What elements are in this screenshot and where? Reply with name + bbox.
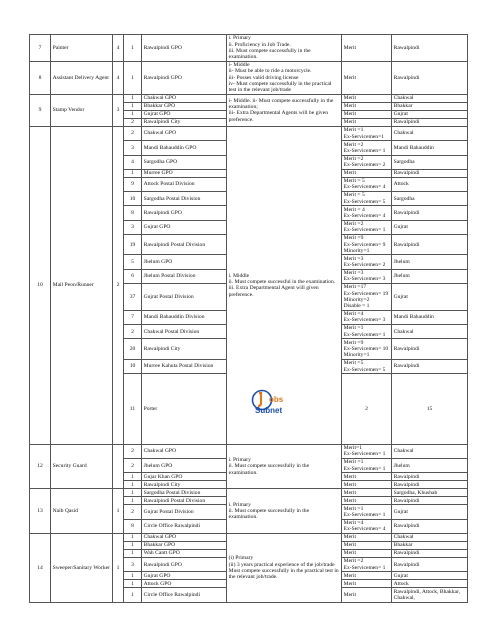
table-cell: 9 — [30, 94, 51, 126]
table-cell: 2 — [124, 325, 142, 339]
table-cell: Rawalpindi — [392, 550, 468, 558]
table-cell: Merit =4 Ex-Servicemen= 4 — [342, 519, 392, 533]
table-cell: 3 — [124, 220, 142, 234]
table-cell: Rawalpindi Postal Division — [142, 497, 227, 505]
table-cell: Gujrat GPO — [142, 110, 227, 118]
table-cell: Merit =2 Ex-Servicemen= 1 — [342, 220, 392, 234]
table-cell: Rawalpindi — [392, 206, 468, 220]
table-cell: 4 — [124, 155, 142, 169]
table-cell: 1 — [124, 169, 142, 177]
table-cell: Assistant Delivery Agent — [51, 61, 113, 94]
table-cell: Gujrat GPO — [142, 220, 227, 234]
table-cell: Jhelum — [392, 255, 468, 269]
table-cell: Merit =1 Ex-Servicemen= 1 — [342, 505, 392, 519]
table-cell: 10 — [30, 126, 51, 444]
table-cell: 10 — [124, 192, 142, 206]
table-cell: Sweeper/Sanitary Worker — [51, 533, 113, 602]
table-cell: Circle Office Rawalpindi — [142, 588, 227, 602]
table-row — [30, 444, 468, 458]
table-row — [30, 126, 468, 140]
table-cell: Chakwal — [392, 126, 468, 140]
table-cell: Rawalpindi — [392, 61, 468, 94]
table-cell: Merit — [342, 542, 392, 550]
table-cell: Jhelum — [392, 269, 468, 283]
table-cell: Rawalpindi — [392, 339, 468, 360]
table-cell: Merit =9 Ex-Servicemen= 10 Minority=1 — [342, 339, 392, 360]
table-cell: Gujrat Postal Division — [142, 505, 227, 519]
watermark-text-top: obs — [269, 395, 284, 404]
table-cell: Merit — [342, 533, 392, 541]
table-cell: 12 — [30, 444, 51, 489]
table-cell: Chakwal GPO — [142, 94, 227, 102]
table-cell: Murree Kahuta Postal Division — [142, 359, 227, 373]
table-cell: Merit =4 Ex-Servicemen= 3 — [342, 310, 392, 324]
table-cell: Merit =2 Ex-Servicemen= 2 — [342, 155, 392, 169]
table-cell: Rawalpindi City — [142, 481, 227, 489]
table-cell: Gujrat — [392, 284, 468, 311]
table-cell: i. Primary ii. Must compete successfully in the examination. — [227, 489, 342, 534]
table-cell: Mandi Bahauddin — [392, 310, 468, 324]
table-cell: Sargodha, Khushab — [392, 489, 468, 497]
table-cell: Merit — [342, 588, 392, 602]
table-cell: Gujrat — [392, 505, 468, 519]
table-cell: Bhakkar — [392, 102, 468, 110]
table-cell: i. Primary ii. Must compete successfully in the examination. — [227, 444, 342, 489]
table-cell: 1 — [124, 588, 142, 602]
table-cell: Merit — [342, 473, 392, 481]
table-cell: Wah Cantt GPO — [142, 550, 227, 558]
table-cell: 10 — [124, 359, 142, 373]
table-cell: Rawalpindi GPO — [142, 61, 227, 94]
table-cell: Bhakkar — [392, 542, 468, 550]
table-cell: Attock — [392, 177, 468, 191]
table-cell: Merit = 5 Ex-Servicemen= 5 — [342, 192, 392, 206]
table-cell: 13 — [30, 489, 51, 534]
vacancy-table — [29, 34, 468, 603]
table-cell: Rawalpindi — [392, 473, 468, 481]
table-cell: Murree GPO — [142, 169, 227, 177]
table-cell: Chakwal — [392, 94, 468, 102]
table-cell: Merit — [342, 580, 392, 588]
table-cell: 20 — [124, 339, 142, 360]
table-cell: 9 — [124, 177, 142, 191]
table-cell: Rawalpindi — [392, 519, 468, 533]
table-cell: Chakwal — [392, 444, 468, 458]
table-cell: Jhelum Postal Division — [142, 269, 227, 283]
table-cell: Chakwal GPO — [142, 444, 227, 458]
table-cell: 1 — [124, 550, 142, 558]
table-cell: 1 — [124, 94, 142, 102]
table-cell: Rawalpindi, Attock, Bhakkar, Chakwal, — [392, 588, 468, 602]
table-row — [30, 35, 468, 62]
table-cell: Naib Qasid — [51, 489, 113, 534]
table-cell: 19 — [124, 234, 142, 255]
table-cell: Rawalpindi — [392, 481, 468, 489]
table-cell: 14 — [30, 533, 51, 602]
table-cell: 5 — [124, 255, 142, 269]
table-cell: Merit — [342, 102, 392, 110]
table-row — [30, 61, 468, 94]
table-cell: 2 — [124, 126, 142, 140]
table-cell: Rawalpindi City — [142, 339, 227, 360]
table-cell: 1 — [124, 497, 142, 505]
table-cell: i- Middle. ii- Must compete successfully in the examination; iii- Extra Departmental Agents will be given preference. — [227, 94, 342, 126]
table-cell: Sargodha Postal Division — [142, 489, 227, 497]
table-cell: 2 — [124, 118, 142, 126]
table-row — [30, 533, 468, 541]
table-cell: Rawalpindi — [392, 359, 468, 373]
table-cell: Merit = 4 Ex-Servicemen= 4 — [342, 206, 392, 220]
table-cell: Merit = 5 Ex-Servicemen= 4 — [342, 177, 392, 191]
table-cell: 8 — [124, 206, 142, 220]
table-cell: 3 — [113, 94, 124, 126]
table-cell: 1 — [113, 489, 124, 534]
table-cell: Rawalpindi City — [142, 118, 227, 126]
table-cell: Merit=1 Ex-Servicemen= 1 — [342, 444, 392, 458]
table-cell: Jhelum — [392, 459, 468, 473]
table-cell: i. Middle ii. Must compete successful in the examination. iii. Extra Departmental Agent will given preference. — [227, 126, 342, 444]
table-cell: Gujar Khan GPO — [142, 473, 227, 481]
table-cell: 2 — [124, 444, 142, 458]
table-cell: Merit — [342, 35, 392, 62]
table-cell: 2 — [342, 374, 392, 445]
table-cell: 3 — [124, 141, 142, 155]
table-cell: Jhelum GPO — [142, 255, 227, 269]
table-cell: Merit — [342, 572, 392, 580]
table-cell: Rawalpindi — [392, 234, 468, 255]
table-cell: Sargodha — [392, 192, 468, 206]
table-cell: Merit =9 Ex-Servicemen= 9 Minority=1 — [342, 234, 392, 255]
table-cell: 3 — [124, 558, 142, 572]
table-cell: 7 — [30, 35, 51, 62]
table-row — [30, 489, 468, 497]
table-cell: Sargodha Postal Division — [142, 192, 227, 206]
table-cell: Rawalpindi — [392, 558, 468, 572]
table-cell: Rawalpindi GPO — [142, 206, 227, 220]
table-cell: 37 — [124, 284, 142, 311]
table-cell: 11 — [124, 374, 142, 445]
table-cell: 2 — [124, 505, 142, 519]
table-cell: Bhakkar GPO — [142, 542, 227, 550]
table-cell: Mandi Bahauddin — [392, 141, 468, 155]
table-cell — [113, 444, 124, 489]
table-cell: Merit =2 Ex-Servicemen= 1 — [342, 141, 392, 155]
table-cell: Rawalpindi GPO — [142, 558, 227, 572]
table-cell: Gujrat — [392, 110, 468, 118]
table-cell: Stamp Vendor — [51, 94, 113, 126]
table-cell: 8 — [30, 61, 51, 94]
table-cell: 1 — [124, 580, 142, 588]
table-cell: Chakwal Postal Division — [142, 325, 227, 339]
table-cell: 4 — [113, 35, 124, 62]
table-cell: 7 — [124, 310, 142, 324]
table-cell: Painter — [51, 35, 113, 62]
table-cell: Gujrat Postal Division — [142, 284, 227, 311]
table-row — [30, 94, 468, 102]
table-cell: Porter — [142, 374, 227, 445]
table-cell: Merit — [342, 61, 392, 94]
table-cell: i. Primary ii. Proficiency in Job Trade. iii. Must compete successfully in the examination. — [227, 35, 342, 62]
table-cell: 1 — [113, 533, 124, 602]
table-cell: Chakwal GPO — [142, 533, 227, 541]
table-cell: Rawalpindi — [392, 35, 468, 62]
table-cell: 2 — [124, 459, 142, 473]
jobs-subnet-watermark-logo — [247, 387, 297, 421]
table-cell: (i) Primary (ii) 3 years practical experience of the job/trade Must compete successfully in the practical test in the relevant job/trade. — [227, 533, 342, 602]
table-cell: Merit — [342, 489, 392, 497]
table-cell: Gujrat — [392, 572, 468, 580]
table-cell: Merit — [342, 110, 392, 118]
table-cell: Merit — [342, 497, 392, 505]
table-cell: Merit — [342, 550, 392, 558]
table-cell: i- Middle ii- Must be able to ride a motorcycle. iii- Posses valid driving license iv- Must compete successfully in the practical test in the relevant job/trade — [227, 61, 342, 94]
table-cell: 1 — [124, 102, 142, 110]
watermark-text-bottom: Subnet — [255, 406, 283, 415]
table-cell: Rawalpindi GPO — [142, 35, 227, 62]
table-cell: 4 — [113, 61, 124, 94]
table-cell: 1 — [124, 542, 142, 550]
table-cell: Mandi Bahauddin GPO — [142, 141, 227, 155]
table-cell: Merit =17 Ex-Servicemen= 19 Minority=2 Disable = 1 — [342, 284, 392, 311]
table-cell: Attock — [392, 580, 468, 588]
table-cell: Merit =1 Ex-Servicemen= 1 — [342, 459, 392, 473]
watermark-j-icon — [258, 393, 261, 406]
table-cell: Rawalpindi — [392, 169, 468, 177]
table-cell: Mail Peon/Runner — [51, 126, 113, 444]
table-cell: Attock GPO — [142, 580, 227, 588]
table-cell: 15 — [392, 374, 468, 445]
table-cell: Rawalpindi Postal Division — [142, 234, 227, 255]
table-cell: 1 — [124, 572, 142, 580]
table-cell: 2 — [113, 126, 124, 444]
table-cell: 1 — [124, 61, 142, 94]
table-cell: Merit — [342, 169, 392, 177]
table-cell: Chakwal — [392, 533, 468, 541]
table-cell: Merit — [342, 94, 392, 102]
table-cell: 6 — [124, 269, 142, 283]
table-cell: Chakwal GPO — [142, 126, 227, 140]
table-cell: Merit =1 Ex-Servicemen= 1 — [342, 325, 392, 339]
table-cell: 1 — [124, 110, 142, 118]
table-cell: Circle Office Rawalpindi — [142, 519, 227, 533]
table-cell: Rawalpindi — [392, 497, 468, 505]
table-cell: Merit =5 Ex-Servicemen= 5 — [342, 359, 392, 373]
table-cell: Bhakkar GPO — [142, 102, 227, 110]
table-cell: 1 — [124, 473, 142, 481]
table-cell: 1 — [124, 489, 142, 497]
table-cell: 1 — [124, 481, 142, 489]
table-cell: Gujrat — [392, 220, 468, 234]
table-cell: 1 — [124, 35, 142, 62]
table-cell: Sargodha — [392, 155, 468, 169]
table-cell: Merit =3 Ex-Servicemen= 3 — [342, 269, 392, 283]
table-cell: 1 — [124, 533, 142, 541]
table-cell: 8 — [124, 519, 142, 533]
table-cell: Attock Postal Division — [142, 177, 227, 191]
table-cell: Sargodha GPO — [142, 155, 227, 169]
table-cell: Rawalpindi — [392, 118, 468, 126]
table-cell: Jhelum GPO — [142, 459, 227, 473]
table-cell: Security Guard — [51, 444, 113, 489]
table-cell: Chakwal — [392, 325, 468, 339]
table-cell: Merit =1 Ex-Servicemen=1 — [342, 126, 392, 140]
table-cell: Merit — [342, 481, 392, 489]
table-cell: Gujrat GPO — [142, 572, 227, 580]
table-cell: Merit — [342, 118, 392, 126]
table-cell: Mandi Bahauddin Division — [142, 310, 227, 324]
recruitment-table-page — [29, 34, 467, 603]
table-cell: Merit =3 Ex-Servicemen= 2 — [342, 255, 392, 269]
table-cell: Merit =2 Ex-Servicemen= 1 — [342, 558, 392, 572]
